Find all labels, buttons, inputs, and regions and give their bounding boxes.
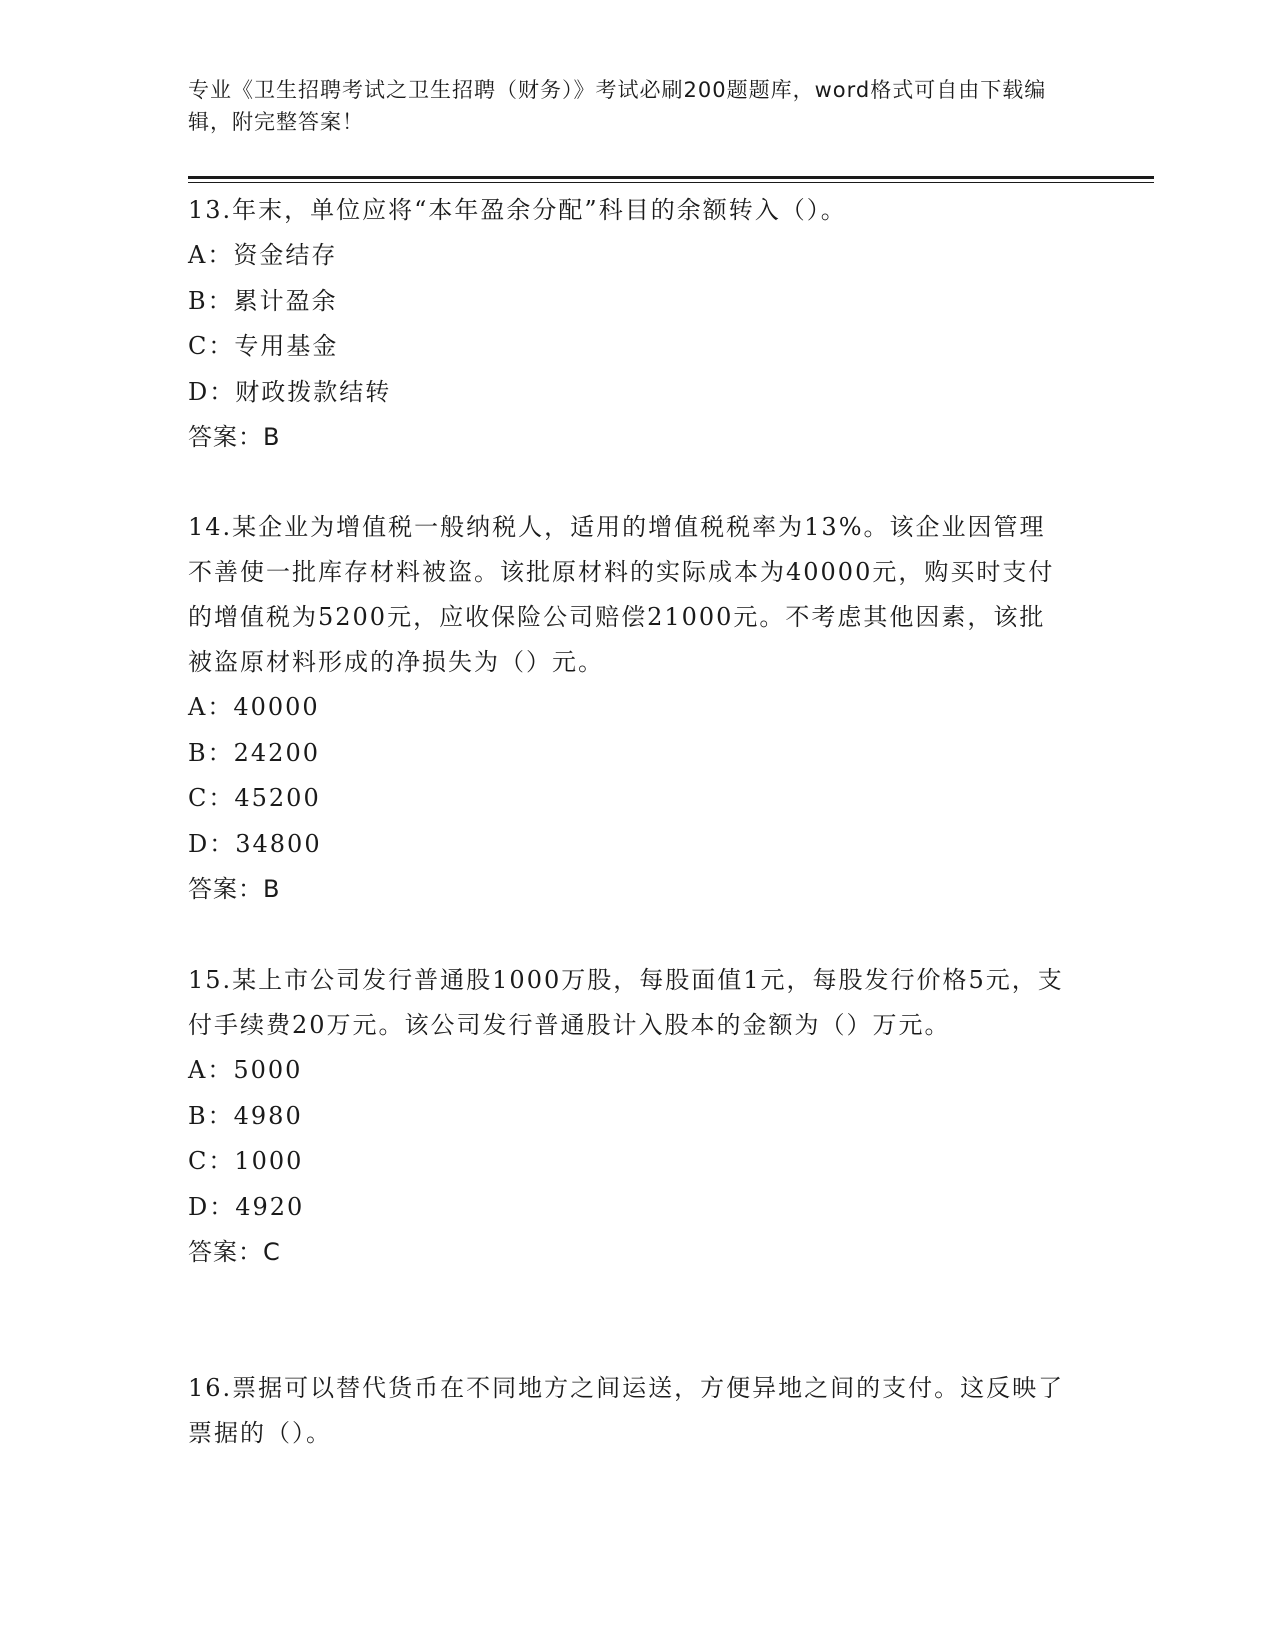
question-text: 14.某企业为增值税一般纳税人，适用的增值税税率为13%。该企业因管理不善使一批库存材料被盗。该批原材料的实际成本为40000元，购买时支付的增值税为5200元，应收保险公司赔偿21000元。不考虑其他因素，该批被盗原材料形成的净损失为（）元。 [188,513,1055,676]
option-c: C：专用基金 [188,332,339,360]
option-b: B：4980 [188,1101,303,1130]
header-intro-text: 专业《卫生招聘考试之卫生招聘（财务）》考试必刷200题题库，word格式可自由下载编辑，附完整答案！ [188,78,1047,134]
question-text: 13.年末，单位应将“本年盈余分配”科目的余额转入（）。 [188,196,847,224]
header-divider-thick [188,176,1154,179]
option-a: A：5000 [188,1056,303,1084]
option-b: B：累计盈余 [188,286,338,315]
answer-line: 答案：B [188,875,281,903]
document-header [188,74,1068,138]
option-d: D：4920 [188,1192,305,1221]
option-d: D：34800 [188,829,322,858]
option-c: C：45200 [188,784,321,812]
question-text: 15.某上市公司发行普通股1000万股，每股面值1元，每股发行价格5元，支付手续费20万元。该公司发行普通股计入股本的金额为（）万元。 [188,966,1064,1039]
option-d: D：财政拨款结转 [188,377,392,406]
answer-line: 答案：B [188,423,281,451]
answer-line: 答案：C [188,1238,281,1266]
question-text: 16.票据可以替代货币在不同地方之间运送，方便异地之间的支付。这反映了票据的（）。 [188,1374,1065,1447]
question-16 [188,1366,1068,1456]
question-14 [188,505,1068,912]
option-b: B：24200 [188,738,320,767]
question-13 [188,188,1068,460]
question-15 [188,958,1068,1275]
header-divider-thin [188,182,1154,183]
option-c: C：1000 [188,1147,304,1175]
option-a: A：40000 [188,693,320,721]
option-a: A：资金结存 [188,241,338,269]
